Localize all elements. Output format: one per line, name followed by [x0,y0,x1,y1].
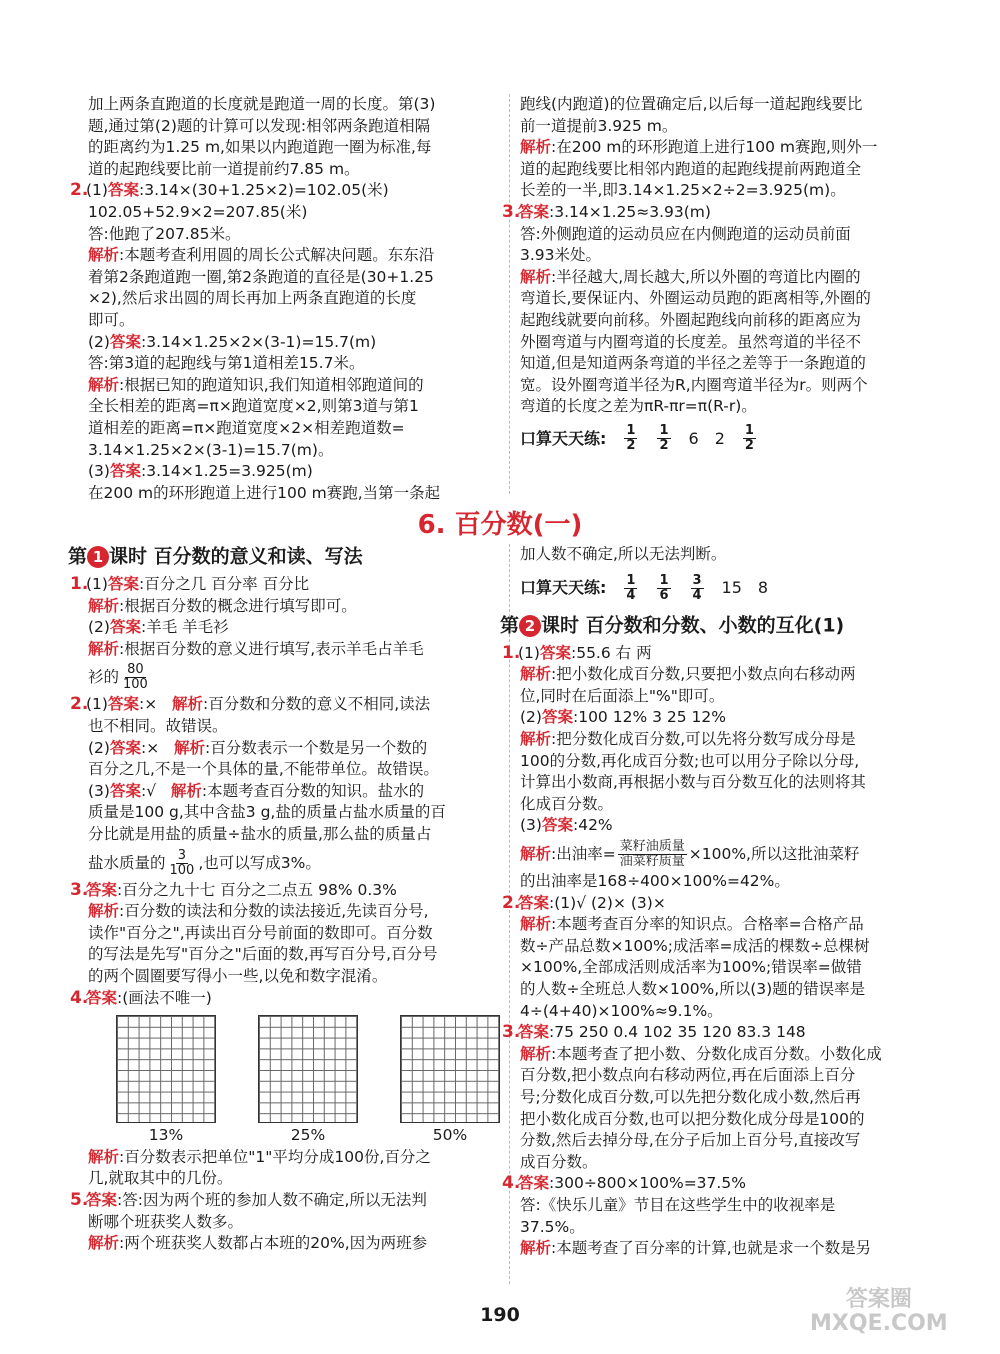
text-line: 宽。设外圈弯道半径为R,内圈弯道半径为r。则两个 [520,375,868,394]
text-line: 全长相差的距离=π×跑道宽度×2,则第3道与第1 [88,397,419,416]
fraction: $\frac{1}{2}$ [744,422,754,453]
text-line: 道的起跑线要比前一道提前约7.85 m。 [88,159,360,178]
fraction: $\frac{1}{6}$ [659,572,669,603]
answer-label: 答案 [518,202,550,221]
text-line: 的距离约为1.25 m,如果以内跑道跑一圈为标准,每 [88,138,432,157]
text-line: 3.93米处。 [520,246,602,265]
analysis-line: 解析:根据已知的跑道知识,我们知道相邻跑道间的 [88,375,424,394]
fraction: $\frac{1}{4}$ [626,572,636,603]
right-bottom-column: 加人数不确定,所以无法判断。 口算天天练: $\frac{1}{4}$ $\frac{1}{6}$ $\frac{3}{4}$ 15 8 第 2 课时 百分数和分数、小数的互化(1) 1.(1)答案:55.6 右 两 解析:把小数化成百分数,只要把小数点向右移动两 位,同时在后面添上"%"即可。 (2)答案:100 12% 3 25 12% 解析:把分数化成百分数,可以先将分数写成分母是 100的分数,再化成百分数;也可以用分子除以分母, 计算出小数商,再根据小数与百分数互化的法则将其 化成百分数。 (3)答案:42% 解析:出油率= $\frac{\text{菜籽油质量}}{\text{油菜籽质量}}$ ×100%,所以这批油菜籽 的出油率是168÷400×100%=42%。 2.答案:(1)√ (2)× (3)× 解析:本题考查百分率的知识点。合格率=合格产品 数÷产品总数×100%;成活率=成活的棵数÷总棵树 ×100%,全部成活则成活率为100%;错误率=做错 的人数÷全班总人数×100%,所以(3)题的错误率是 4÷(4+40)×100%≈9.1%。 3.答案:75 250 0.4 102 35 120 83.3 148 解析:本题考查了把小数、分数化成百分数。小数化成 百分数,把小数点向右移动两位,再在后面添上百分 号;分数化成百分数,可以先把分数化成小数,然后再 把小数化成百分数,也可以把分数化成分母是100的 分数,然后去掉分母,在分子后加上百分号,直接改写 成百分数。 4.答案:300÷800×100%=37.5% 答:《快乐儿童》节目在这些学生中的收视率是 37.5%。 解析:本题考查了百分率的计算,也就是求一个数是另 [520,544,950,1260]
grid-label: 50% [432,1126,468,1145]
text-line: 加上两条直跑道的长度就是跑道一周的长度。第(3) [88,95,436,113]
fraction: $\frac{1}{2}$ [626,422,636,453]
text-line: 题,通过第(2)题的计算可以发现:相邻两条跑道相隔 [88,116,431,135]
hundred-grid-50 [400,1015,500,1123]
text-line: ×2),然后求出圆的周长再加上两条直跑道的长度 [88,289,417,308]
text-line: 前一道提前3.925 m。 [520,116,678,135]
mental-math-practice-top [520,424,950,453]
lesson-title-2: 第 2 课时 百分数和分数、小数的互化(1) [500,614,845,637]
page-number: 190 [480,1304,520,1326]
lesson-number-badge: 1 [87,546,109,568]
question-number: 3. [502,201,521,222]
fraction: $\frac{\text{菜籽油质量}}{\text{油菜籽质量}}$ [619,839,685,870]
lesson-number-badge: 2 [519,615,541,637]
fraction: $\frac{1}{2}$ [659,422,669,453]
value: 6 [688,428,699,448]
hundred-grid-figures [116,1015,500,1123]
grid-label: 13% [148,1126,184,1145]
fraction: $\frac{80}{100}$ [123,662,148,693]
text-line: 在200 m的环形跑道上进行100 m赛跑,当第一条起 [88,483,441,502]
question-3: 3.答案:3.14×1.25≈3.93(m) [502,201,711,222]
right-top-column [502,94,950,453]
answer-label: 答案 [109,332,141,351]
text-line: 跑线(内跑道)的位置确定后,以后每一道起跑线要比 [520,95,863,113]
text-line: 长差的一半,即3.14×1.25×2÷2=3.925(m)。 [520,181,846,200]
answer-line: (3)答案:3.14×1.25=3.925(m) [88,462,313,481]
analysis-label: 解析 [520,138,552,157]
lesson-title-1: 第 1 课时 百分数的意义和读、写法 [68,545,363,568]
text-line: 弯道长,要保证内、外圈运动员跑的距离相等,外圈的 [520,289,871,308]
analysis-label: 解析 [88,375,120,394]
text-line: 3.14×1.25×2×(3-1)=15.7(m)。 [88,440,334,459]
column-divider-top [509,94,510,494]
text-line: 102.05+52.9×2=207.85(米) [88,202,308,221]
question-number: 2. [70,180,89,201]
text-line: 答:他跑了207.85米。 [88,224,241,243]
grid-labels [116,1125,500,1147]
left-bottom-column: 第 1 课时 百分数的意义和读、写法 1.(1)答案:百分之几 百分率 百分比 解析:根据百分数的概念进行填写即可。 (2)答案:羊毛 羊毛衫 解析:根据百分数的意义进行填写,表示羊毛占羊毛 衫的 $\frac{80}{100}$ 2.(1)答案:× 解析:百分数和分数的意义不相同,读法 也不相同。故错误。 (2)答案:× 解析:百分数表示一个数是另一个数的 百分之几,不是一个具体的量,不能带单位。故错误。 (3)答案:√ 解析:本题考查百分数的知识。盐水的 质量是100 g,其中含盐3 g,盐的质量占盐水质量的百 分比就是用盐的质量÷盐水的质量,那么盐的质量占 盐水质量的 $\frac{3}{100}$ ,也可以写成3%。 3.答案:百分之九十七 百分之二点五 98% 0.3% 解析:百分数的读法和分数的读法接近,先读百分号, 读作"百分之",再读出百分号前面的数即可。百分数 的写法是先写"百分之"后面的数,再写百分号,百分号 的两个圆圈要写得小一些,以免和数字混淆。 4.答案:(画法不唯一) 13% 25% 50% 解析:百分数表示把单位"1"平均分成100份,百分之 几,就取其中的几份。 5.答案:答:因为两个班的参加人数不确定,所以无法判 断哪个班获奖人数多。 解析:两个班获奖人数都占本班的20%,因为两班参 [88,544,500,1255]
hundred-grid-13 [116,1015,216,1123]
text-line: 答:第3道的起跑线与第1道相差15.7米。 [88,354,365,373]
answer-line: (2)答案:3.14×1.25×2×(3-1)=15.7(m) [88,332,377,351]
text-line: 道的起跑线要比相邻内跑道的起跑线提前两跑道全 [520,159,862,178]
text-line: 知道,但是知道两条弯道的半径之差等于一条跑道的 [520,354,866,373]
analysis-line: 解析:本题考查利用圆的周长公式解决问题。东东沿 [88,246,435,265]
watermark-logo: 答案圈 MXQE.COM [810,1287,948,1336]
question-2: 2.(1)答案:3.14×(30+1.25×2)=102.05(米) [70,180,389,201]
grid-label: 25% [290,1126,326,1145]
answer-label: 答案 [107,181,139,200]
text-line: 答:外侧跑道的运动员应在内侧跑道的运动员前面 [520,224,851,243]
text-line: 弯道的长度之差为πR-πr=π(R-r)。 [520,397,757,416]
fraction: $\frac{3}{100}$ [169,847,195,878]
text-line: 着第2条跑道跑一圈,第2条跑道的直径是(30+1.25 [88,267,434,286]
text-line: 即可。 [88,310,135,329]
mental-math-practice-bottom: 口算天天练: $\frac{1}{4}$ $\frac{1}{6}$ $\frac{3}{4}$ 15 8 [520,572,769,603]
fraction: $\frac{3}{4}$ [692,572,702,603]
text-line: 外圈弯道与内圈弯道的长度差。虽然弯道的半径不 [520,332,862,351]
text-line: 道相差的距离=π×跑道宽度×2×相差跑道数= [88,418,405,437]
mental-math-label: 口算天天练: [520,428,607,448]
value: 2 [714,428,725,448]
section-title: 6. 百分数(一) [417,510,583,540]
analysis-label: 解析 [520,267,552,286]
analysis-line: 解析:半径越大,周长越大,所以外圈的弯道比内圈的 [520,267,861,286]
text-line: 起跑线就要向前移。外圈起跑线向前移的距离应为 [520,310,862,329]
left-top-column [70,94,500,504]
hundred-grid-25 [258,1015,358,1123]
analysis-label: 解析 [88,246,120,265]
analysis-line: 解析:在200 m的环形跑道上进行100 m赛跑,则外一 [520,138,878,157]
answer-label: 答案 [109,462,141,481]
